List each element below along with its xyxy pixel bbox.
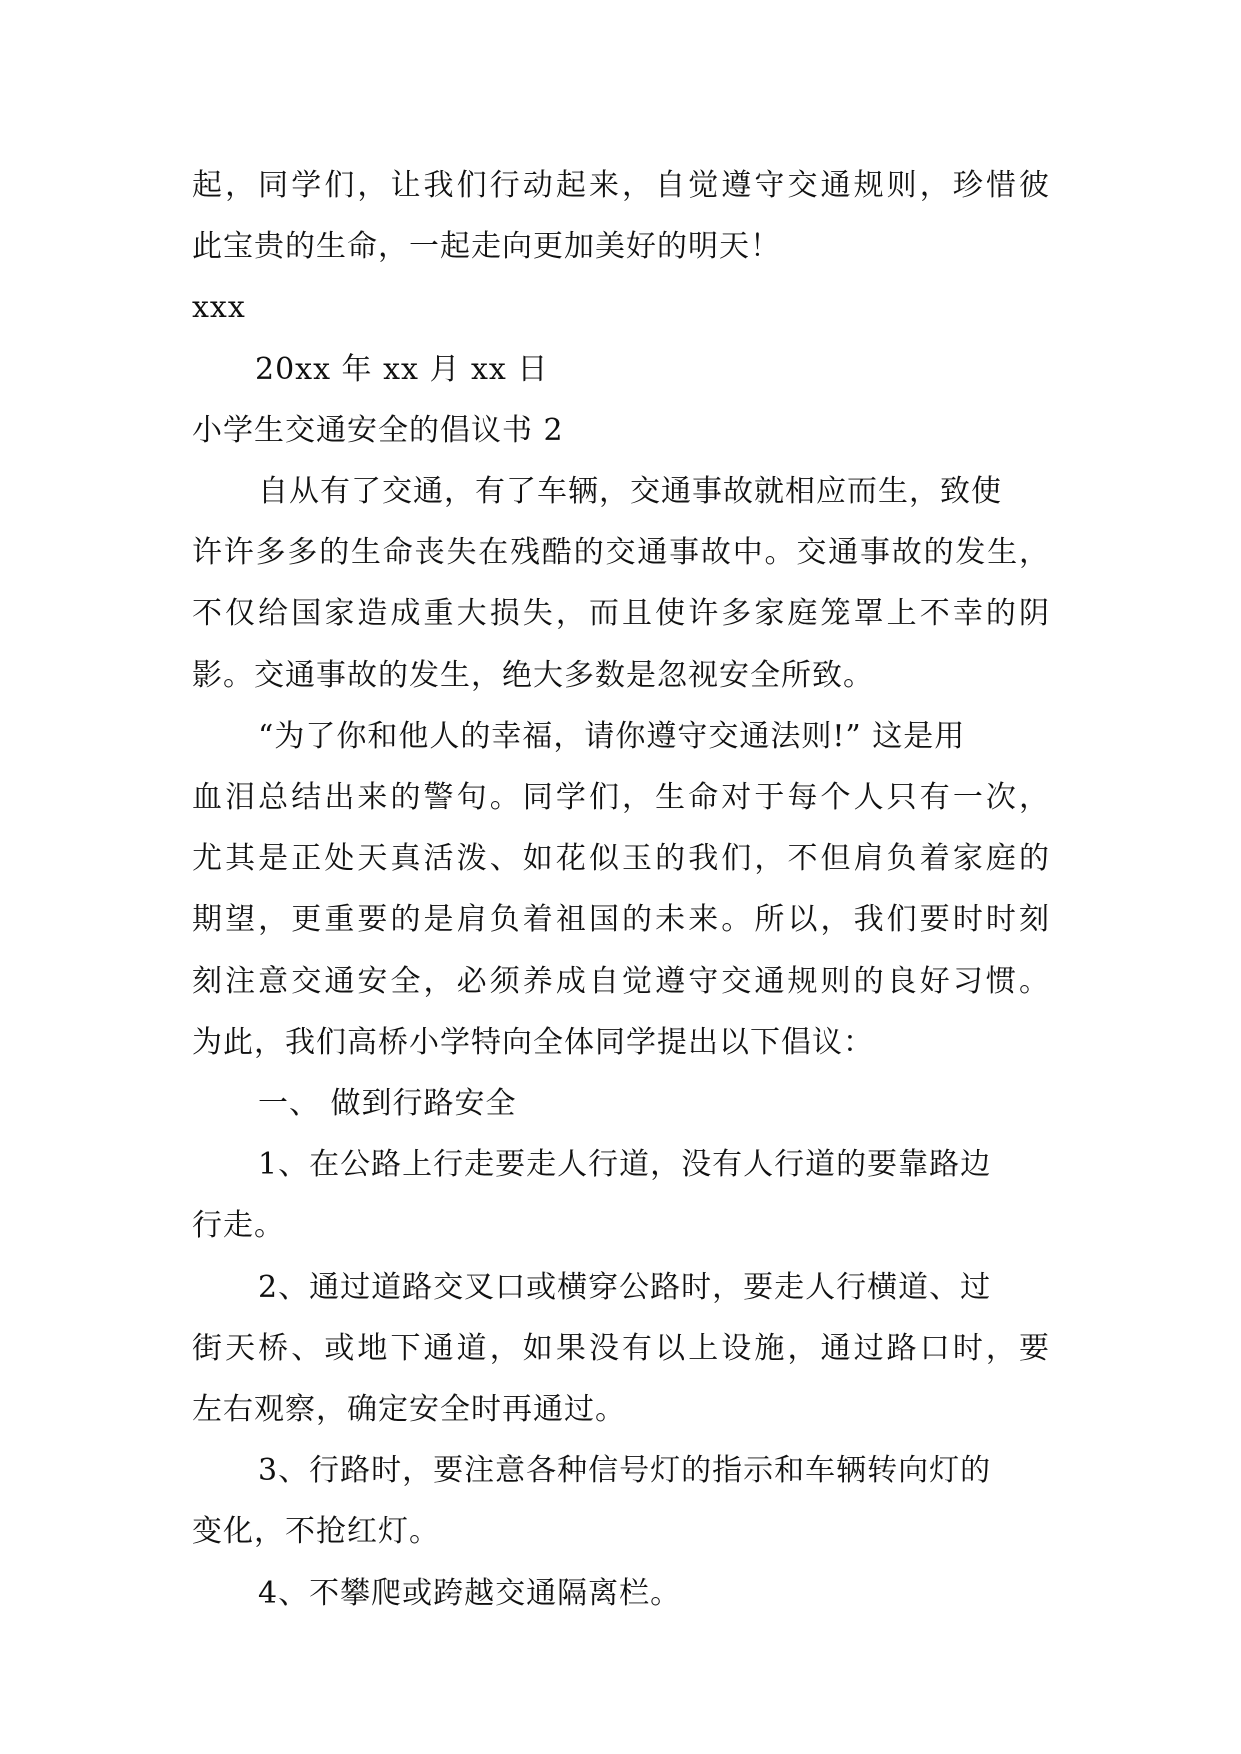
signature-name: xxx [192,290,246,325]
text-line: 尤其是正处天真活泼、如花似玉的我们，不但肩负着家庭的 [192,841,1050,876]
text-line: 期望，更重要的是肩负着祖国的未来。所以，我们要时时刻 [192,902,1050,937]
text-line: 变化，不抢红灯。 [192,1514,440,1549]
list-heading: 一、 做到行路安全 [258,1086,517,1121]
list-item: 4、不攀爬或跨越交通隔离栏。 [258,1576,682,1611]
list-item: 1、在公路上行走要走人行道，没有人行道的要靠路边 [258,1147,992,1182]
text-line: 影。交通事故的发生，绝大多数是忽视安全所致。 [192,658,874,693]
text-line: 左右观察，确定安全时再通过。 [192,1392,626,1427]
text-line: 血泪总结出来的警句。同学们，生命对于每个人只有一次， [192,780,1050,815]
list-item: 3、行路时，要注意各种信号灯的指示和车辆转向灯的 [258,1453,992,1488]
text-line: 许许多多的生命丧失在残酷的交通事故中。交通事故的发生， [192,535,1050,570]
text-line: 不仅给国家造成重大损失，而且使许多家庭笼罩上不幸的阴 [192,596,1050,631]
section-title: 小学生交通安全的倡议书 2 [192,413,564,448]
text-line: 自从有了交通，有了车辆，交通事故就相应而生，致使 [258,474,1002,509]
text-line: “为了你和他人的幸福，请你遵守交通法则!” 这是用 [258,719,966,754]
text-line: 为此，我们高桥小学特向全体同学提出以下倡议： [192,1025,874,1060]
text-line: 街天桥、或地下通道，如果没有以上设施，通过路口时，要 [192,1331,1050,1366]
text-line: 刻注意交通安全，必须养成自觉遵守交通规则的良好习惯。 [192,964,1050,999]
list-item: 2、通过道路交叉口或横穿公路时，要走人行横道、过 [258,1270,992,1305]
text-line: 行走。 [192,1208,285,1243]
text-line: 起，同学们，让我们行动起来，自觉遵守交通规则，珍惜彼 [192,168,1050,203]
signature-date: 20xx 年 xx 月 xx 日 [255,352,549,387]
text-line: 此宝贵的生命，一起走向更加美好的明天！ [192,229,781,264]
